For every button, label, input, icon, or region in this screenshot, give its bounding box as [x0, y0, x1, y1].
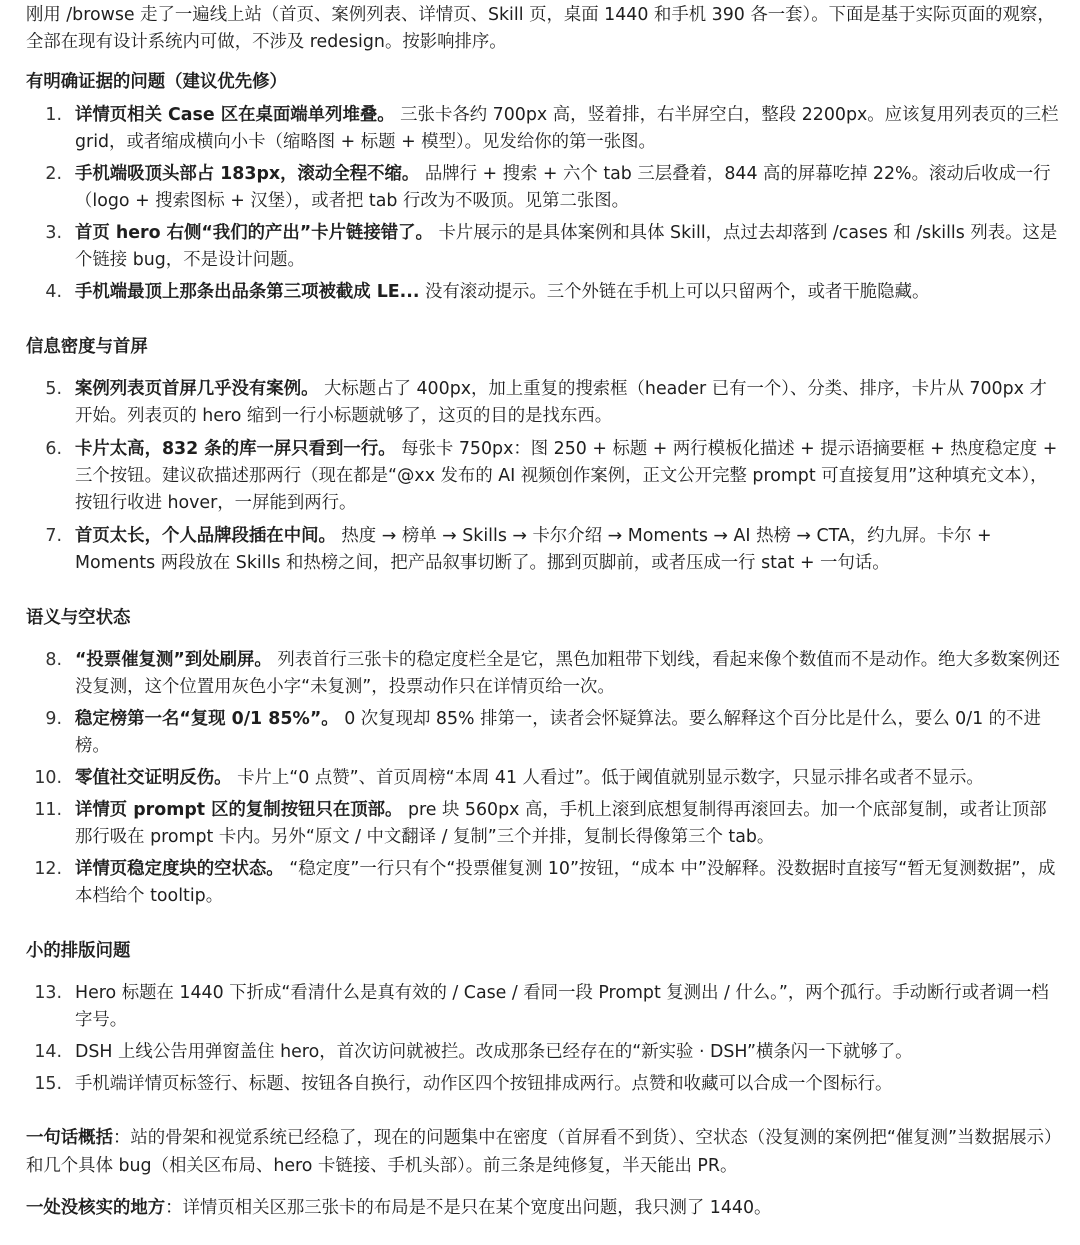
- item-text: 三张卡各约 700px 高，竖着排，右半屏空白，整段 2200px。应该复用列表页的三栏 grid，或者缩成横向小卡（缩略图 + 标题 + 模型）。见发给你的第一张图。: [75, 105, 1059, 152]
- section-heading-typography: 小的排版问题: [26, 941, 131, 961]
- item-text: 品牌行 + 搜索 + 六个 tab 三层叠着，844 高的屏幕吃掉 22%。滚动后收成一行（logo + 搜索图标 + 汉堡），或者把 tab 行改为不吸顶。见第二张图。: [75, 164, 1051, 211]
- typography-issues-list: [26, 980, 1064, 1098]
- list-item: [26, 436, 1064, 517]
- item-number: 7.: [45, 526, 62, 546]
- item-number: 10.: [34, 768, 62, 788]
- item-number: 1.: [45, 105, 62, 125]
- unverified-label: 一处没核实的地方: [26, 1198, 166, 1218]
- item-text: 每张卡 750px：图 250 + 标题 + 两行模板化描述 + 提示语摘要框 + 热度稳定度 + 三个按钮。建议砍描述那两行（现在都是“@xx 发布的 AI 视频创作案例，正文公开完整 prompt 可直接复用”这种填充文本），按钮行收进 hover，一屏能到两行。: [75, 439, 1058, 513]
- list-item: [26, 376, 1064, 430]
- density-issues-list: [26, 376, 1064, 577]
- list-item: [26, 1039, 1064, 1066]
- list-item: [26, 523, 1064, 577]
- summary-text: ：站的骨架和视觉系统已经稳了，现在的问题集中在密度（首屏看不到货）、空状态（没复测的案例把“催复测”当数据展示）和几个具体 bug（相关区布局、hero 卡链接、手机头部）。前三条是纯修复，半天能出 PR。: [26, 1128, 1062, 1176]
- item-number: 15.: [34, 1074, 62, 1094]
- item-title: 卡片太高，832 条的库一屏只看到一行。: [75, 439, 396, 459]
- item-number: 8.: [45, 650, 62, 670]
- list-item: [26, 856, 1064, 910]
- list-item: [26, 102, 1064, 156]
- item-text: 卡片上“0 点赞”、首页周榜“本周 41 人看过”。低于阈值就别显示数字，只显示排名或者不显示。: [237, 768, 984, 788]
- item-title: 首页 hero 右侧“我们的产出”卡片链接错了。: [75, 223, 433, 243]
- item-text: 卡片展示的是具体案例和具体 Skill，点过去却落到 /cases 和 /skills 列表。这是个链接 bug，不是设计问题。: [75, 223, 1058, 270]
- list-item: [26, 279, 1064, 306]
- item-number: 6.: [45, 439, 62, 459]
- summary-label: 一句话概括: [26, 1128, 113, 1148]
- item-text: pre 块 560px 高，手机上滚到底想复制得再滚回去。加一个底部复制，或者让顶部那行吸在 prompt 卡内。另外“原文 / 中文翻译 / 复制”三个并排，复制长得像第三个 tab。: [75, 800, 1047, 847]
- item-number: 13.: [34, 983, 62, 1003]
- intro-paragraph: 刚用 /browse 走了一遍线上站（首页、案例列表、详情页、Skill 页，桌面 1440 和手机 390 各一套）。下面是基于实际页面的观察，全部在现有设计系统内可做，不涉及 redesign。按影响排序。: [26, 5, 1055, 52]
- item-number: 11.: [34, 800, 62, 820]
- semantics-issues-list: [26, 647, 1064, 910]
- item-title: 首页太长，个人品牌段插在中间。: [75, 526, 336, 546]
- list-item: [26, 647, 1064, 701]
- item-text: 列表首行三张卡的稳定度栏全是它，黑色加粗带下划线，看起来像个数值而不是动作。绝大多数案例还没复测，这个位置用灰色小字“未复测”，投票动作只在详情页给一次。: [75, 650, 1060, 697]
- item-text: “稳定度”一行只有个“投票催复测 10”按钮，“成本 中”没解释。没数据时直接写“暂无复测数据”，成本档给个 tooltip。: [75, 859, 1056, 906]
- item-number: 9.: [45, 709, 62, 729]
- item-text: 手机端详情页标签行、标题、按钮各自换行，动作区四个按钮排成两行。点赞和收藏可以合成一个图标行。: [75, 1074, 893, 1094]
- section-heading-priority: 有明确证据的问题（建议优先修）: [26, 72, 287, 92]
- item-number: 14.: [34, 1042, 62, 1062]
- item-title: 稳定榜第一名“复现 0/1 85%”。: [75, 709, 339, 729]
- unverified-paragraph: [26, 1194, 1064, 1222]
- list-item: [26, 765, 1064, 792]
- item-text: 大标题占了 400px，加上重复的搜索框（header 已有一个）、分类、排序，卡片从 700px 才开始。列表页的 hero 缩到一行小标题就够了，这页的目的是找东西。: [75, 379, 1047, 426]
- item-text: 没有滚动提示。三个外链在手机上可以只留两个，或者干脆隐藏。: [425, 282, 930, 302]
- section-heading-density: 信息密度与首屏: [26, 337, 148, 357]
- item-text: 热度 → 榜单 → Skills → 卡尔介绍 → Moments → AI 热榜 → CTA，约九屏。卡尔 + Moments 两段放在 Skills 和热榜之间，把产品叙事切断了。挪到页脚前，或者压成一行 stat + 一句话。: [75, 526, 992, 573]
- section-heading-semantics: 语义与空状态: [26, 608, 131, 628]
- list-item: [26, 980, 1064, 1034]
- item-title: “投票催复测”到处刷屏。: [75, 650, 272, 670]
- item-number: 5.: [45, 379, 62, 399]
- item-title: 详情页稳定度块的空状态。: [75, 859, 284, 879]
- priority-issues-list: [26, 102, 1064, 306]
- item-title: 详情页相关 Case 区在桌面端单列堆叠。: [75, 105, 395, 125]
- list-item: [26, 220, 1064, 274]
- item-text: Hero 标题在 1440 下折成“看清什么是真有效的 / Case / 看同一段 Prompt 复测出 / 什么。”，两个孤行。手动断行或者调一档字号。: [75, 983, 1049, 1030]
- item-number: 2.: [45, 164, 62, 184]
- item-title: 手机端最顶上那条出品条第三项被截成 LE...: [75, 282, 420, 302]
- list-item: [26, 797, 1064, 851]
- item-number: 4.: [45, 282, 62, 302]
- list-item: [26, 1071, 1064, 1098]
- item-number: 3.: [45, 223, 62, 243]
- list-item: [26, 706, 1064, 760]
- summary-paragraph: [26, 1124, 1064, 1180]
- list-item: [26, 161, 1064, 215]
- item-title: 零值社交证明反伤。: [75, 768, 232, 788]
- item-text: 0 次复现却 85% 排第一，读者会怀疑算法。要么解释这个百分比是什么，要么 0/1 的不进榜。: [75, 709, 1041, 756]
- unverified-text: ：详情页相关区那三张卡的布局是不是只在某个宽度出问题，我只测了 1440。: [165, 1198, 772, 1218]
- item-number: 12.: [34, 859, 62, 879]
- item-text: DSH 上线公告用弹窗盖住 hero，首次访问就被拦。改成那条已经存在的“新实验 · DSH”横条闪一下就够了。: [75, 1042, 913, 1062]
- item-title: 详情页 prompt 区的复制按钮只在顶部。: [75, 800, 403, 820]
- item-title: 案例列表页首屏几乎没有案例。: [75, 379, 319, 399]
- item-title: 手机端吸顶头部占 183px，滚动全程不缩。: [75, 164, 420, 184]
